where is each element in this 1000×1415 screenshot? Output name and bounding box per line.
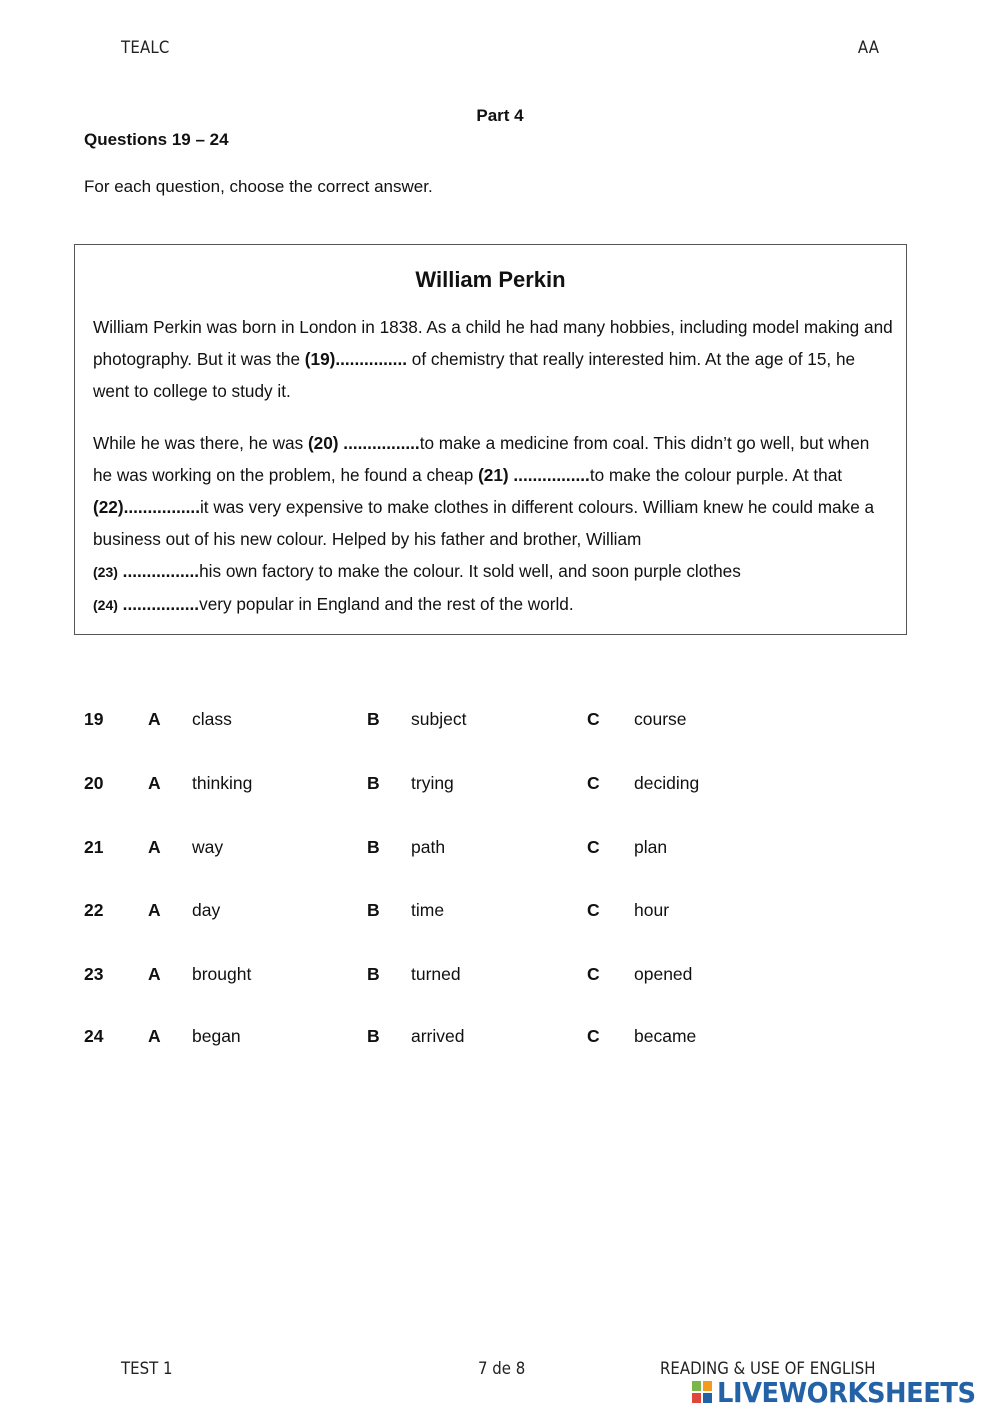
passage-paragraph-2: [93, 427, 893, 621]
gap-23[interactable]: ................: [117, 561, 200, 581]
gap-24-number: (24): [93, 597, 118, 613]
option-a[interactable]: class: [192, 709, 232, 729]
option-b[interactable]: trying: [411, 773, 454, 793]
option-c-label[interactable]: C: [587, 773, 600, 793]
option-c[interactable]: plan: [634, 837, 668, 857]
passage-paragraph-1: [93, 311, 893, 407]
option-b[interactable]: arrived: [411, 1026, 465, 1046]
logo-text: LIVEWORKSHEETS: [717, 1375, 976, 1409]
option-a-label[interactable]: A: [148, 709, 161, 729]
question-row-20: [0, 773, 1000, 803]
passage-text: While he was there, he was: [93, 433, 308, 453]
gap-19[interactable]: (19)...............: [304, 349, 407, 369]
question-number: 19: [84, 709, 104, 729]
option-c[interactable]: deciding: [634, 773, 700, 793]
question-row-21: [0, 837, 1000, 867]
option-c[interactable]: course: [634, 709, 687, 729]
option-b-label[interactable]: B: [367, 837, 380, 857]
question-row-19: [0, 709, 1000, 739]
gap-24[interactable]: ................: [117, 594, 200, 614]
option-a-label[interactable]: A: [148, 1026, 161, 1046]
option-b[interactable]: turned: [411, 964, 461, 984]
footer-page-number: 7 de 8: [478, 1359, 526, 1379]
question-row-23: [0, 964, 1000, 994]
passage-text: it was very expensive to make clothes in different colours. William knew he could make a business out of his new colour. Helped by his father and brother, William: [93, 497, 875, 549]
passage-text: of chemistry that really interested him. At the age of 15, he went to college to study it.: [93, 349, 856, 401]
option-c[interactable]: became: [634, 1026, 697, 1046]
question-number: 24: [84, 1026, 104, 1046]
passage-box: [74, 244, 907, 635]
option-b-label[interactable]: B: [367, 964, 380, 984]
header-left-label: TEALC: [121, 38, 170, 58]
option-c-label[interactable]: C: [587, 900, 600, 920]
option-c[interactable]: opened: [634, 964, 693, 984]
gap-20[interactable]: (20) ................: [307, 433, 420, 453]
passage-text: to make a medicine from coal. This didn’t go well, but when he was working on the problem, he found a cheap: [93, 433, 870, 485]
option-a-label[interactable]: A: [148, 964, 161, 984]
questions-title: Questions 19 – 24: [84, 130, 229, 149]
option-a[interactable]: thinking: [192, 773, 253, 793]
instruction-text: For each question, choose the correct answer.: [84, 177, 433, 196]
option-b-label[interactable]: B: [367, 773, 380, 793]
gap-21[interactable]: (21) ................: [478, 465, 590, 485]
question-number: 20: [84, 773, 104, 793]
gap-22[interactable]: (22)................: [93, 497, 200, 517]
option-a-label[interactable]: A: [148, 773, 161, 793]
option-a[interactable]: brought: [192, 964, 252, 984]
option-c-label[interactable]: C: [587, 964, 600, 984]
liveworksheets-logo: [692, 1376, 998, 1408]
passage-text: to make the colour purple. At that: [589, 465, 843, 485]
footer-section-label: READING & USE OF ENGLISH: [660, 1359, 876, 1379]
option-a[interactable]: day: [192, 900, 221, 920]
question-number: 23: [84, 964, 104, 984]
part-title: Part 4: [476, 106, 524, 125]
footer-test-label: TEST 1: [121, 1359, 173, 1379]
option-c-label[interactable]: C: [587, 837, 600, 857]
option-c-label[interactable]: C: [587, 709, 600, 729]
gap-23-number: (23): [93, 564, 118, 580]
question-number: 21: [84, 837, 104, 857]
option-b[interactable]: subject: [411, 709, 467, 729]
option-b-label[interactable]: B: [367, 1026, 380, 1046]
option-b-label[interactable]: B: [367, 709, 380, 729]
passage-title: William Perkin: [415, 267, 566, 292]
question-row-24: [0, 1026, 1000, 1056]
header-right-label: AA: [857, 38, 879, 58]
option-b[interactable]: time: [411, 900, 445, 920]
option-a[interactable]: way: [192, 837, 224, 857]
option-c-label[interactable]: C: [587, 1026, 600, 1046]
passage-text: William Perkin was born in London in 1838. As a child he had many hobbies, including model making and photography. But it was the: [93, 317, 893, 369]
option-b[interactable]: path: [411, 837, 446, 857]
option-a-label[interactable]: A: [148, 900, 161, 920]
passage-text: very popular in England and the rest of the world.: [199, 594, 574, 614]
passage-text: his own factory to make the colour. It sold well, and soon purple clothes: [199, 561, 741, 581]
option-a[interactable]: began: [192, 1026, 241, 1046]
logo-blocks-icon: [692, 1379, 714, 1405]
option-a-label[interactable]: A: [148, 837, 161, 857]
option-c[interactable]: hour: [634, 900, 670, 920]
option-b-label[interactable]: B: [367, 900, 380, 920]
question-number: 22: [84, 900, 104, 920]
question-row-22: [0, 900, 1000, 930]
